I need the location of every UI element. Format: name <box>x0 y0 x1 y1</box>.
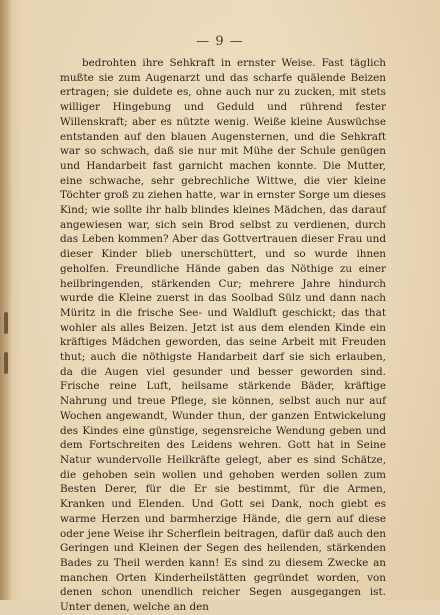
binding-stitch <box>4 312 8 334</box>
body-text: bedrohten ihre Sehkraft in ernster Weise. Fast täglich mußte sie zum Augenarzt und das scharfe quälende Beizen ertragen; sie duldete es, ohne auch nur zu zucken, mit stets williger Hingebung und Geduld und rührend fester Willenskraft; aber es nützte wenig. Weiße kleine Auswüchse entstanden auf den blauen Augensternen, und die Sehkraft war so schwach, daß sie nur mit Mühe der Schule genügen und Handarbeit fast garnicht machen konnte. Die Mutter, eine schwache, sehr gebrechliche Wittwe, die vier kleine Töchter groß zu ziehen hatte, war in ernster Sorge um dieses Kind; wie sollte ihr halb blindes kleines Mädchen, das darauf angewiesen war, sich sein Brod selbst zu verdienen, durch das Leben kommen? Aber das Gottvertrauen dieser Frau und dieser Kinder blieb unerschüttert, und so wurde ihnen geholfen. Freundliche Hände gaben das Nöthige zu einer heilbringenden, stärkenden Cur; mehrere Jahre hindurch wurde die Kleine zuerst in das Soolbad Sülz und dann nach Müritz in die frische See- und Waldluft geschickt; das that wohler als alles Beizen. Jetzt ist aus dem elenden Kinde ein kräftiges Mädchen geworden, das seine Arbeit mit Freuden thut; auch die nöthigste Handarbeit darf sie sich erlauben, da die Augen viel gesunder und besser geworden sind. Frische reine Luft, heilsame stärkende Bäder, kräftige Nahrung und treue Pflege, sie können, selbst auch nur auf Wochen angewandt, Wunder thun, der ganzen Entwickelung des Kindes eine günstige, segensreiche Wendung geben und dem Fortschreiten des Leidens wehren. Gott hat in Seine Natur wundervolle Heilkräfte gelegt, aber es sind Schätze, die gehoben sein wollen und gehoben werden sollen zum Besten Derer, für die Er sie bestimmt, für die Armen, Kranken und Elenden. Und Gott sei Dank, noch giebt es warme Herzen und barmherzige Hände, die gern auf diese oder jene Weise ihr Scherflein beitragen, dafür daß auch den Geringen und Kleinen der Segen des heilenden, stärkenden Bades zu Theil werden kann! Es sind zu diesem Zwecke an manchen Orten Kinderheilstätten gegründet worden, von denen schon unendlich reicher Segen ausgegangen ist. Unter denen, welche an den <box>60 57 386 614</box>
page-number: — 9 — <box>196 34 244 49</box>
binding-edge <box>0 0 12 600</box>
binding-stitch <box>4 352 8 374</box>
